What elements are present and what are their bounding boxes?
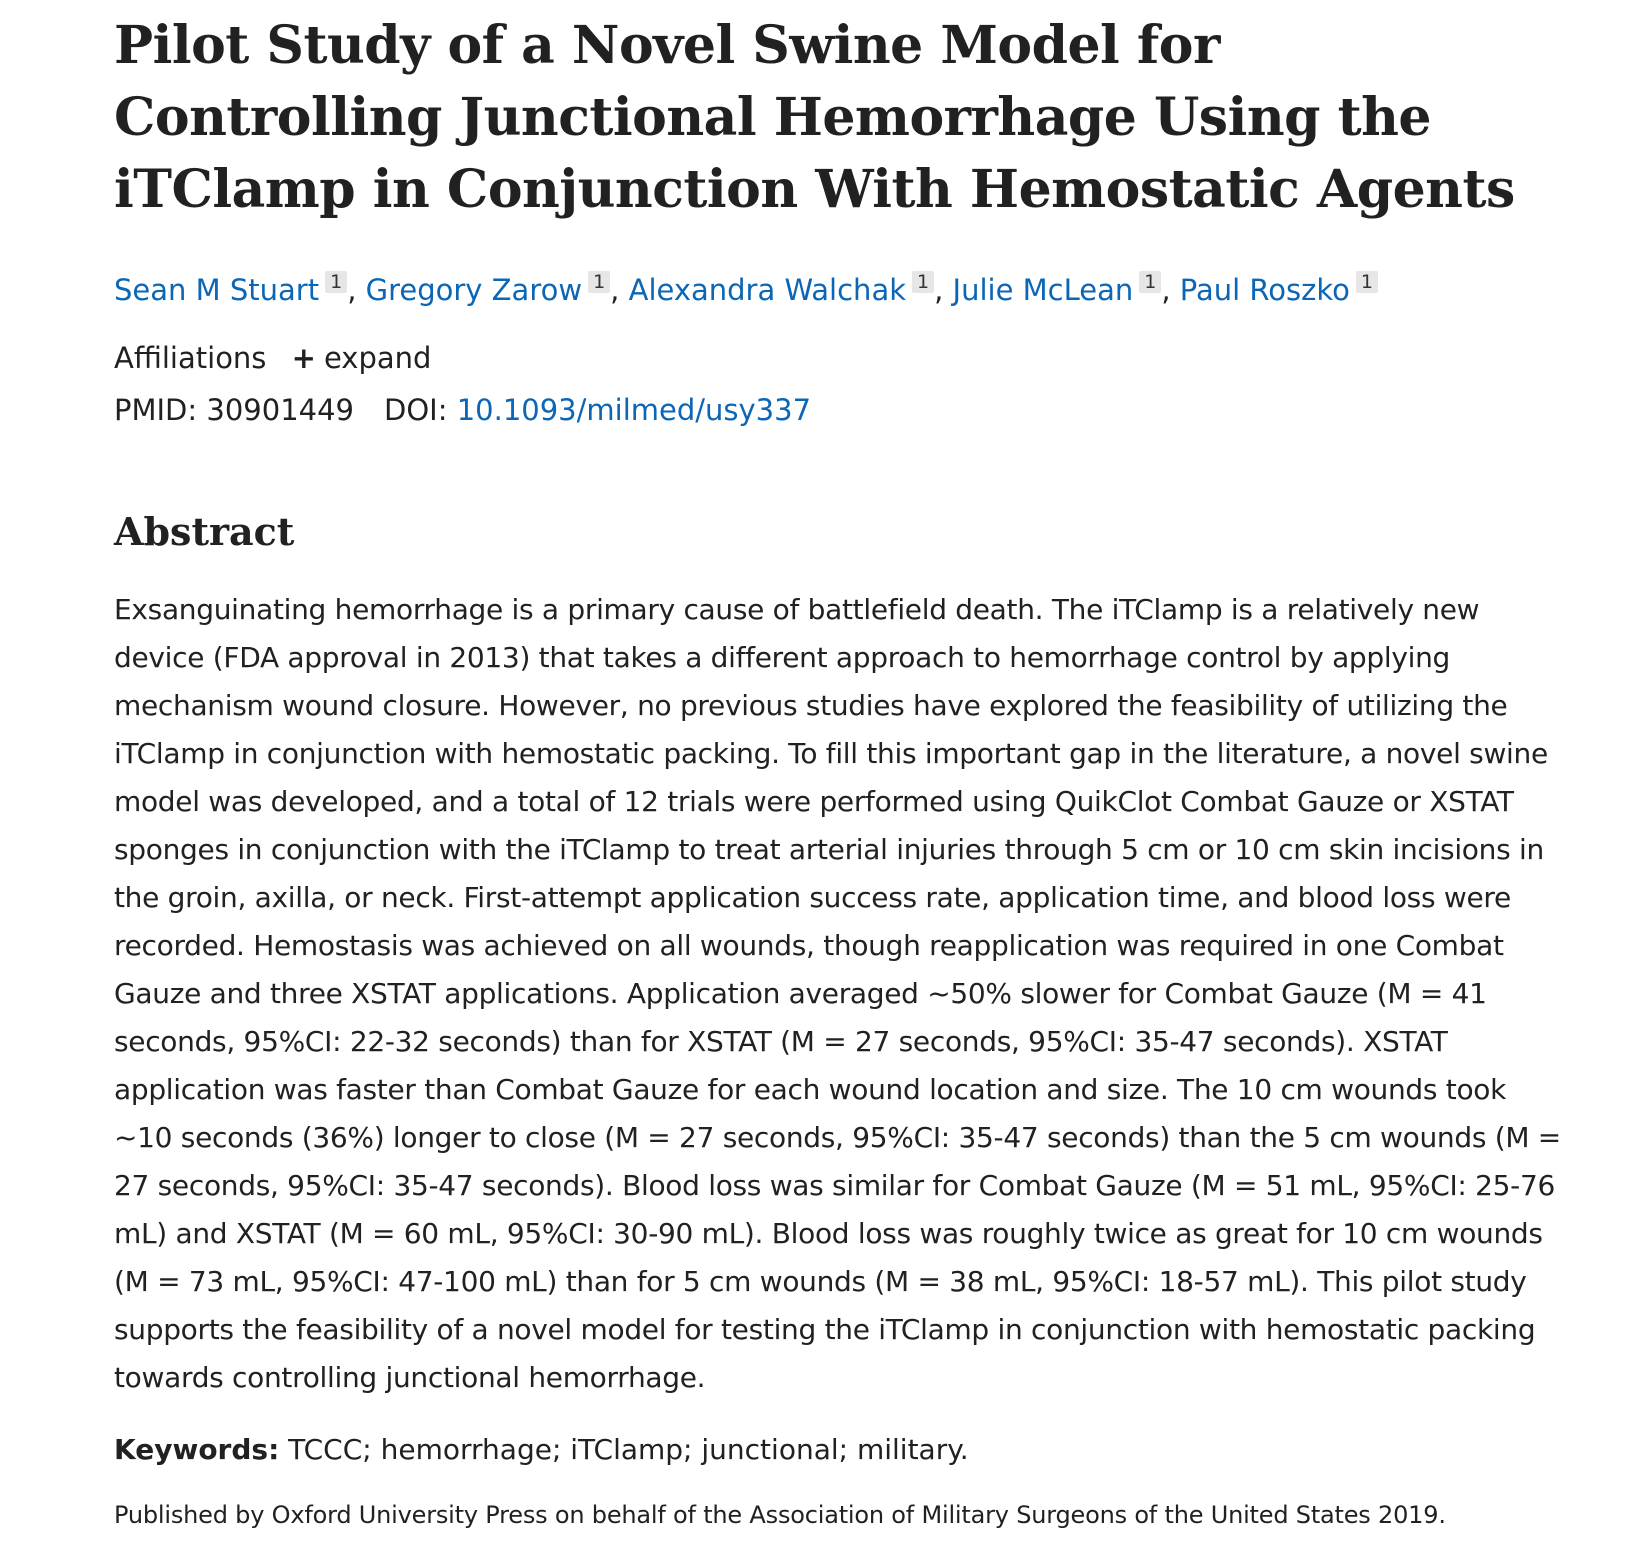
expand-affiliations-button[interactable] [292,338,432,378]
author-link[interactable]: Julie McLean [952,273,1134,307]
pmid-value: 30901449 [206,393,354,427]
keywords [114,1430,1564,1470]
doi-link[interactable]: 10.1093/milmed/usy337 [456,393,812,427]
author-separator: , [1161,273,1180,307]
author-link[interactable]: Alexandra Walchak [628,273,907,307]
author-link[interactable]: Sean M Stuart [114,273,320,307]
keywords-list: TCCC; hemorrhage; iTClamp; junctional; military. [288,1433,969,1466]
author-separator: , [610,273,629,307]
affiliation-number[interactable]: 1 [325,271,347,293]
article-page [114,10,1564,1532]
abstract-text: Exsanguinating hemorrhage is a primary cause of battlefield death. The iTClamp is a relatively new device (FDA approval in 2013) that takes a different approach to hemorrhage control by applying mechanism wound closure. However, no previous studies have explored the feasibility of utilizing the iTClamp in conjunction with hemostatic packing. To fill this important gap in the literature, a novel swine model was developed, and a total of 12 trials were performed using QuikClot Combat Gauze or XSTAT sponges in conjunction with the iTClamp to treat arterial injuries through 5 cm or 10 cm skin incisions in the groin, axilla, or neck. First-attempt application success rate, application time, and blood loss were recorded. Hemostasis was achieved on all wounds, though reapplication was required in one Combat Gauze and three XSTAT applications. Application averaged ~50% slower for Combat Gauze (M = 41 seconds, 95%CI: 22-32 seconds) than for XSTAT (M = 27 seconds, 95%CI: 35-47 seconds). XSTAT application was faster than Combat Gauze for each wound location and size. The 10 cm wounds took ~10 seconds (36%) longer to close (M = 27 seconds, 95%CI: 35-47 seconds) than the 5 cm wounds (M = 27 seconds, 95%CI: 35-47 seconds). Blood loss was similar for Combat Gauze (M = 51 mL, 95%CI: 25-76 mL) and XSTAT (M = 60 mL, 95%CI: 30-90 mL). Blood loss was roughly twice as great for 10 cm wounds (M = 73 mL, 95%CI: 47-100 mL) than for 5 cm wounds (M = 38 mL, 95%CI: 18-57 mL). This pilot study supports the feasibility of a novel model for testing the iTClamp in conjunction with hemostatic packing towards controlling junctional hemorrhage. [114,593,1561,1394]
affiliation-number[interactable]: 1 [912,271,934,293]
doi-label: DOI: [384,393,448,427]
affiliation-number[interactable]: 1 [1139,271,1161,293]
author-link[interactable]: Gregory Zarow [365,273,583,307]
author-link[interactable]: Paul Roszko [1179,273,1350,307]
affiliations-row [114,338,1564,378]
article-title: Pilot Study of a Novel Swine Model for Controlling Junctional Hemorrhage Using the iTClamp in Conjunction With Hemostatic Agents [114,15,1515,220]
pmid-label: PMID: [114,393,198,427]
author-separator: , [934,273,953,307]
plus-icon: + [291,341,316,375]
author-list [114,270,1564,310]
author-separator: , [347,273,366,307]
affiliation-number[interactable]: 1 [1356,271,1378,293]
keywords-label: Keywords: [114,1433,280,1466]
abstract-heading: Abstract [114,509,295,554]
expand-label: expand [323,341,432,375]
affiliations-label: Affiliations [114,341,267,375]
identifiers-row [114,390,1564,430]
affiliation-number[interactable]: 1 [588,271,610,293]
publisher-note: Published by Oxford University Press on behalf of the Association of Military Surgeons of the United States 2019. [114,1501,1446,1529]
